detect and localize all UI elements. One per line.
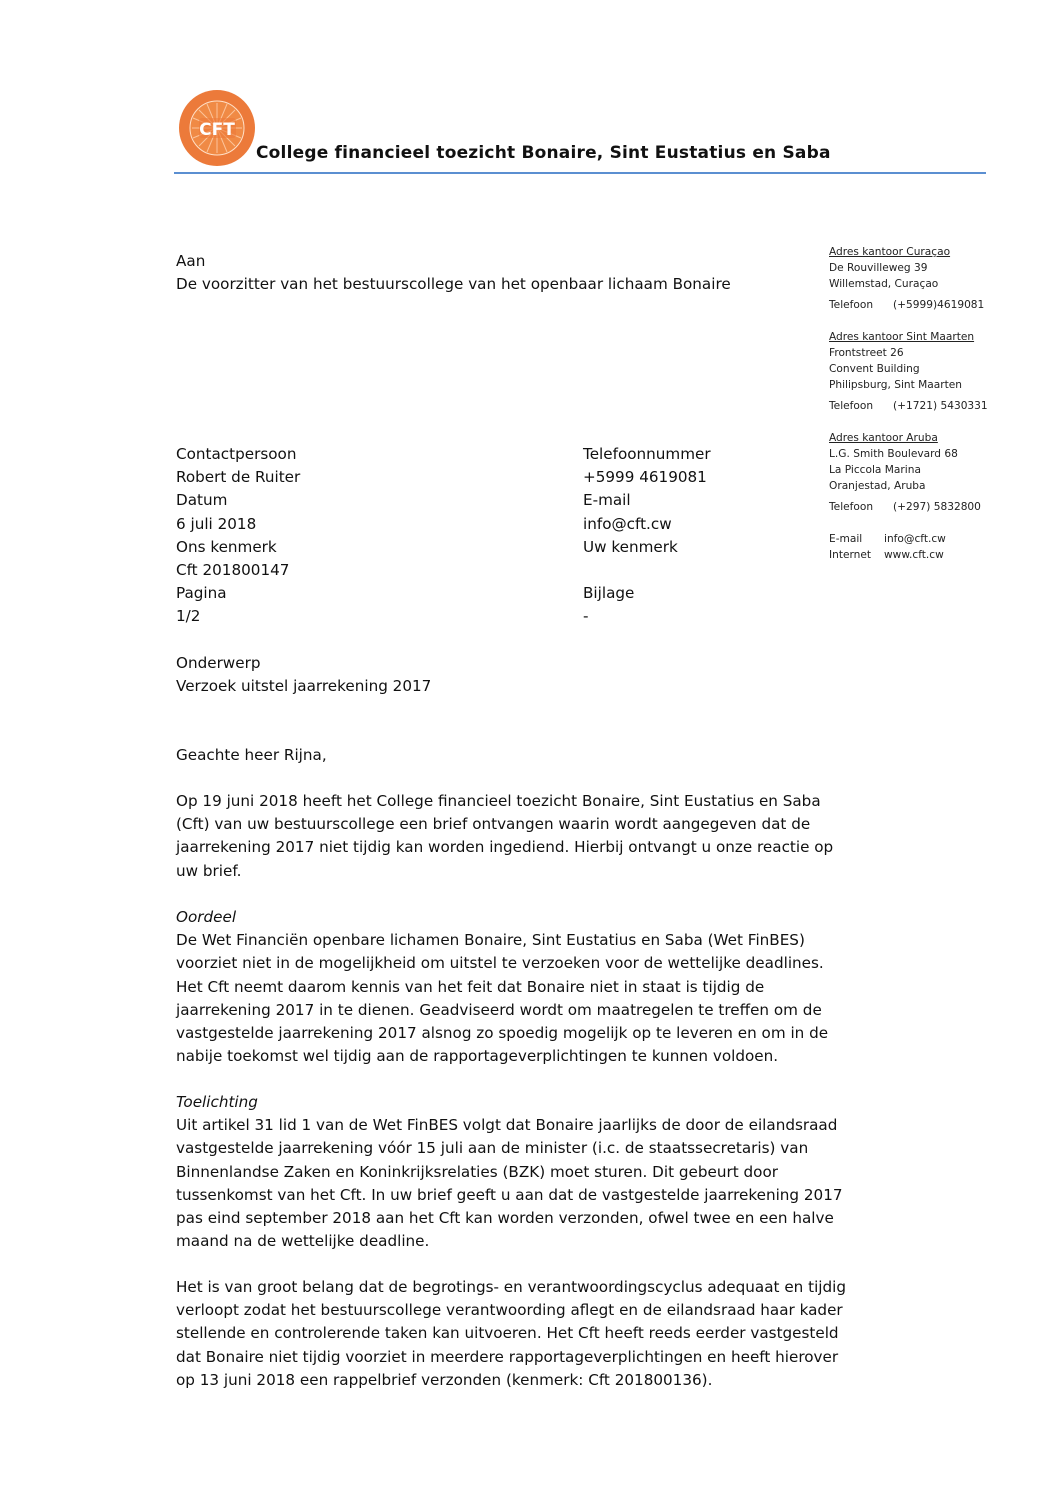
paragraph-line: verloopt zodat het bestuurscollege verantwoording aflegt en de eilandsraad haar kader bbox=[176, 1301, 843, 1320]
paragraph-closing bbox=[176, 1276, 886, 1392]
office-header: Adres kantoor Curaçao bbox=[829, 246, 951, 258]
email-value: info@cft.cw bbox=[583, 514, 672, 533]
office-address-line: La Piccola Marina bbox=[829, 464, 921, 476]
cft-logo-icon bbox=[178, 89, 256, 167]
contactperson-label: Contactpersoon bbox=[176, 445, 297, 463]
email-row bbox=[829, 531, 988, 547]
paragraph-line: tussenkomst van het Cft. In uw brief geeft u aan dat de vastgestelde jaarrekening 2017 bbox=[176, 1185, 843, 1204]
office-header: Adres kantoor Aruba bbox=[829, 432, 938, 444]
paragraph-line: (Cft) van uw bestuurscollege een brief ontvangen waarin wordt aangegeven dat de bbox=[176, 815, 811, 834]
paragraph-line: De Wet Financiën openbare lichamen Bonaire, Sint Eustatius en Saba (Wet FinBES) bbox=[176, 931, 805, 950]
date-label: Datum bbox=[176, 491, 228, 510]
date-value: 6 juli 2018 bbox=[176, 514, 257, 533]
your-reference-label: Uw kenmerk bbox=[583, 537, 678, 556]
office-address-line: De Rouvilleweg 39 bbox=[829, 262, 928, 274]
meta-left-column bbox=[176, 443, 300, 629]
page-value: 1/2 bbox=[176, 607, 201, 626]
office-address-line: Oranjestad, Aruba bbox=[829, 480, 926, 492]
office-phone: (+297) 5832800 bbox=[893, 501, 981, 513]
paragraph-line: Uit artikel 31 lid 1 van de Wet FinBES volgt dat Bonaire jaarlijks de door de eilandsraad bbox=[176, 1116, 838, 1135]
paragraph-line: jaarrekening 2017 niet tijdig kan worden ingediend. Hierbij ontvangt u onze reactie op bbox=[176, 838, 834, 857]
paragraph-line: dat Bonaire niet tijdig voorziet in meerdere rapportageverplichtingen en heeft hierover bbox=[176, 1347, 839, 1366]
phone-label: Telefoon bbox=[829, 501, 874, 513]
contactperson-value: Robert de Ruiter bbox=[176, 468, 301, 487]
office-phone-row bbox=[829, 297, 988, 313]
attachment-label: Bijlage bbox=[583, 584, 635, 603]
section-heading-toelichting: Toelichting bbox=[176, 1093, 258, 1111]
section-toelichting bbox=[176, 1091, 886, 1253]
paragraph-line: Op 19 juni 2018 heeft het College financieel toezicht Bonaire, Sint Eustatius en Saba bbox=[176, 792, 821, 810]
general-contact bbox=[829, 531, 988, 563]
our-reference-label: Ons kenmerk bbox=[176, 537, 277, 556]
recipient-block bbox=[176, 250, 731, 296]
section-oordeel bbox=[176, 906, 886, 1068]
office-header: Adres kantoor Sint Maarten bbox=[829, 331, 975, 343]
office-phone: (+5999)4619081 bbox=[893, 299, 985, 311]
paragraph-line: pas eind september 2018 aan het Cft kan worden verzonden, ofwel twee en een halve bbox=[176, 1209, 834, 1228]
paragraph-line: jaarrekening 2017 in te dienen. Geadviseerd wordt om maatregelen te treffen om de bbox=[176, 1000, 822, 1019]
paragraph-line: uw brief. bbox=[176, 861, 242, 880]
paragraph-line: Het Cft neemt daarom kennis van het feit dat Bonaire niet in staat is tijdig de bbox=[176, 977, 765, 996]
paragraph-line: voorziet niet in de mogelijkheid om uitstel te verzoeken voor de wettelijke deadlines. bbox=[176, 954, 824, 973]
office-phone: (+1721) 5430331 bbox=[893, 400, 988, 412]
office-aruba bbox=[829, 430, 988, 515]
phone-label: Telefoonnummer bbox=[583, 445, 711, 463]
attachment-value: - bbox=[583, 607, 589, 626]
recipient-label: Aan bbox=[176, 252, 206, 270]
section-heading-oordeel: Oordeel bbox=[176, 908, 237, 926]
subject-block bbox=[176, 652, 431, 698]
organization-title: College financieel toezicht Bonaire, Sint Eustatius en Saba bbox=[256, 143, 831, 163]
paragraph-line: Het is van groot belang dat de begrotings- en verantwoordingscyclus adequaat en tijdig bbox=[176, 1278, 847, 1296]
website-link[interactable]: www.cft.cw bbox=[884, 549, 944, 561]
office-phone-row bbox=[829, 499, 988, 515]
office-addresses-sidebar bbox=[829, 244, 988, 563]
paragraph-line: vastgestelde jaarrekening 2017 alsnog zo spoedig mogelijk op te leveren en om in de bbox=[176, 1024, 829, 1043]
office-address-line: Convent Building bbox=[829, 363, 920, 375]
phone-value: +5999 4619081 bbox=[583, 468, 707, 487]
header-divider bbox=[174, 172, 986, 174]
recipient-name: De voorzitter van het bestuurscollege van het openbaar lichaam Bonaire bbox=[176, 275, 731, 294]
office-phone-row bbox=[829, 398, 988, 414]
email-link[interactable]: info@cft.cw bbox=[884, 533, 946, 545]
internet-label: Internet bbox=[829, 549, 872, 561]
our-reference-value: Cft 201800147 bbox=[176, 561, 290, 580]
page-label: Pagina bbox=[176, 584, 227, 603]
office-address-line: L.G. Smith Boulevard 68 bbox=[829, 448, 958, 460]
paragraph-line: stellende en controlerende taken kan uitvoeren. Het Cft heeft reeds eerder vastgesteld bbox=[176, 1324, 839, 1343]
paragraph-intro bbox=[176, 790, 886, 883]
email-label: E-mail bbox=[829, 533, 863, 545]
phone-label: Telefoon bbox=[829, 299, 874, 311]
meta-right-column bbox=[583, 443, 711, 629]
office-address-line: Frontstreet 26 bbox=[829, 347, 904, 359]
your-reference-value bbox=[583, 559, 711, 582]
email-label: E-mail bbox=[583, 491, 631, 510]
office-address-line: Philipsburg, Sint Maarten bbox=[829, 379, 963, 391]
paragraph-line: vastgestelde jaarrekening vóór 15 juli aan de minister (i.c. de staatssecretaris) van bbox=[176, 1139, 809, 1158]
office-curacao bbox=[829, 244, 988, 313]
cft-logo bbox=[178, 89, 256, 167]
svg-text:CFT: CFT bbox=[199, 120, 235, 140]
paragraph-line: Binnenlandse Zaken en Koninkrijksrelaties (BZK) moet sturen. Dit gebeurt door bbox=[176, 1162, 778, 1181]
internet-row bbox=[829, 547, 988, 563]
salutation: Geachte heer Rijna, bbox=[176, 746, 327, 764]
phone-label: Telefoon bbox=[829, 400, 874, 412]
office-sint-maarten bbox=[829, 329, 988, 414]
subject-label: Onderwerp bbox=[176, 654, 261, 672]
paragraph-line: nabije toekomst wel tijdig aan de rapportageverplichtingen te kunnen voldoen. bbox=[176, 1047, 779, 1066]
office-address-line: Willemstad, Curaçao bbox=[829, 278, 939, 290]
paragraph-line: maand na de wettelijke deadline. bbox=[176, 1232, 430, 1251]
paragraph-line: op 13 juni 2018 een rappelbrief verzonden (kenmerk: Cft 201800136). bbox=[176, 1370, 713, 1389]
subject-value: Verzoek uitstel jaarrekening 2017 bbox=[176, 677, 432, 696]
